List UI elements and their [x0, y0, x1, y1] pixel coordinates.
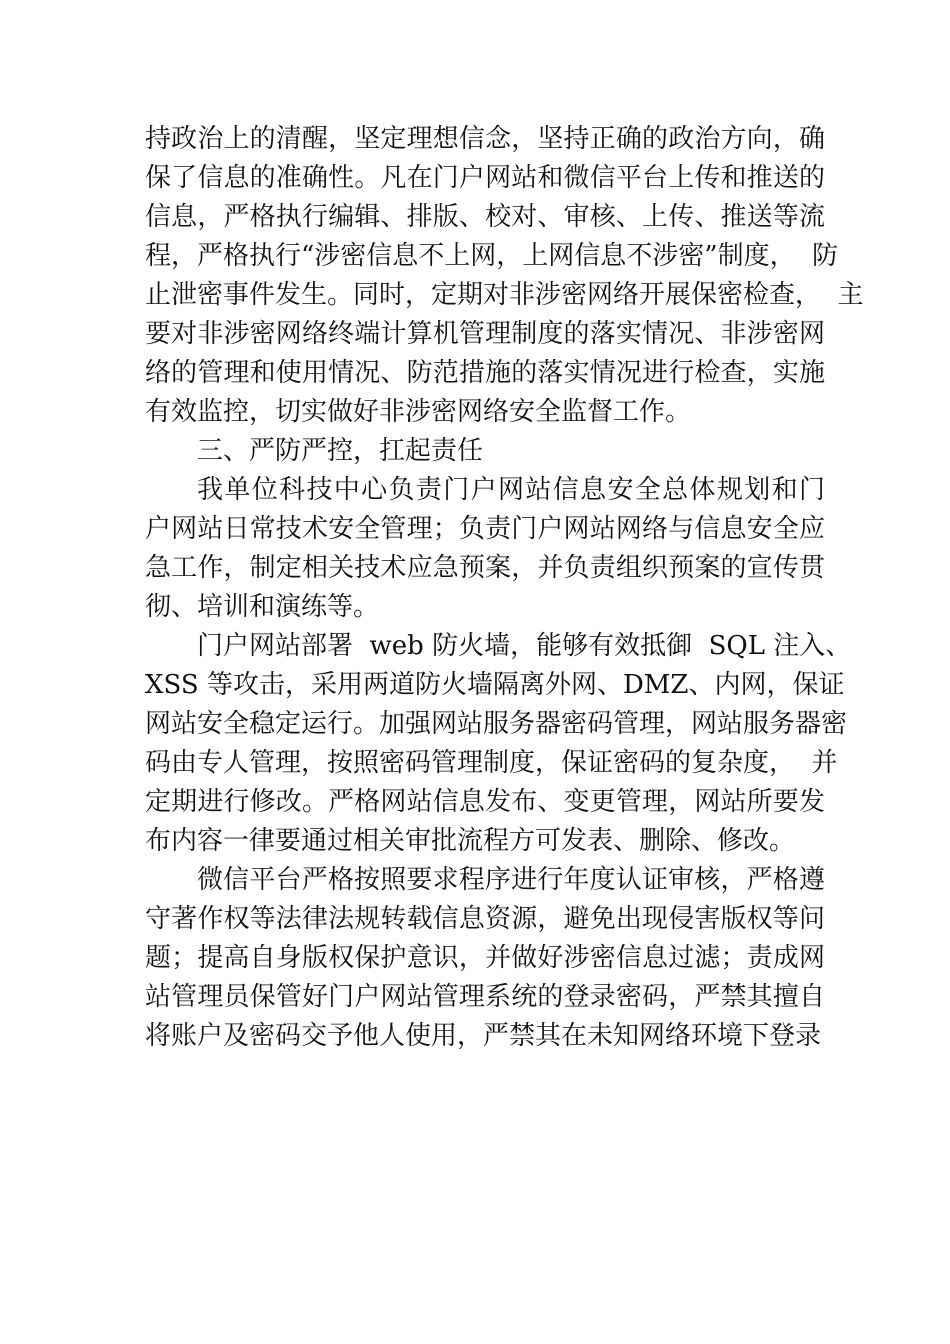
paragraph-4-line-5: 将账户及密码交予他人使用，严禁其在未知网络环境下登录 [145, 1021, 822, 1051]
paragraph-3-line-2: XSS 等攻击，采用两道防火墙隔离外网、DMZ、内网，保证 [145, 670, 845, 700]
paragraph-1-line-8: 有效监控，切实做好非涉密网络安全监督工作。 [145, 397, 692, 427]
paragraph-1-line-3: 信息，严格执行编辑、排版、校对、审核、上传、推送等流 [145, 202, 825, 232]
paragraph-4-line-1: 微信平台严格按照要求程序进行年度认证审核，严格遵 [197, 865, 825, 895]
paragraph-4-line-3: 题；提高自身版权保护意识，并做好涉密信息过滤；责成网 [145, 943, 825, 973]
paragraph-2-line-4: 彻、培训和演练等。 [145, 592, 380, 622]
paragraph-1-line-7: 络的管理和使用情况、防范措施的落实情况进行检查，实施 [145, 358, 825, 388]
paragraph-4-line-4: 站管理员保管好门户网站管理系统的登录密码，严禁其擅自 [145, 982, 825, 1012]
paragraph-3-line-3: 网站安全稳定运行。加强网站服务器密码管理，网站服务器密 [145, 709, 848, 739]
document-body [145, 120, 864, 1056]
section-heading: 三、严防严控，扛起责任 [197, 436, 484, 466]
paragraph-1-line-6: 要对非涉密网络终端计算机管理制度的落实情况、非涉密网 [145, 319, 825, 349]
paragraph-2-line-1: 我单位科技中心负责门户网站信息安全总体规划和门 [197, 475, 825, 505]
paragraph-2-line-3: 急工作，制定相关技术应急预案，并负责组织预案的宣传贯 [145, 553, 825, 583]
paragraph-1-line-2: 保了信息的准确性。凡在门户网站和微信平台上传和推送的 [145, 163, 825, 193]
paragraph-3-line-6: 布内容一律要通过相关审批流程方可发表、删除、修改。 [145, 826, 796, 856]
paragraph-1-line-1: 持政治上的清醒，坚定理想信念，坚持正确的政治方向，确 [145, 124, 825, 154]
paragraph-3-line-4: 码由专人管理，按照密码管理制度，保证密码的复杂度， 并 [145, 748, 838, 778]
paragraph-3-line-1: 门户网站部署 web 防火墙，能够有效抵御 SQL 注入、 [197, 631, 852, 661]
paragraph-1-line-5: 止泄密事件发生。同时，定期对非涉密网络开展保密检查， 主 [145, 280, 864, 310]
paragraph-2-line-2: 户网站日常技术安全管理；负责门户网站网络与信息安全应 [145, 514, 825, 544]
paragraph-3-line-5: 定期进行修改。严格网站信息发布、变更管理，网站所要发 [145, 787, 825, 817]
paragraph-1-line-4: 程，严格执行“涉密信息不上网，上网信息不涉密”制度， 防 [145, 241, 839, 271]
paragraph-4-line-2: 守著作权等法律法规转载信息资源，避免出现侵害版权等问 [145, 904, 825, 934]
